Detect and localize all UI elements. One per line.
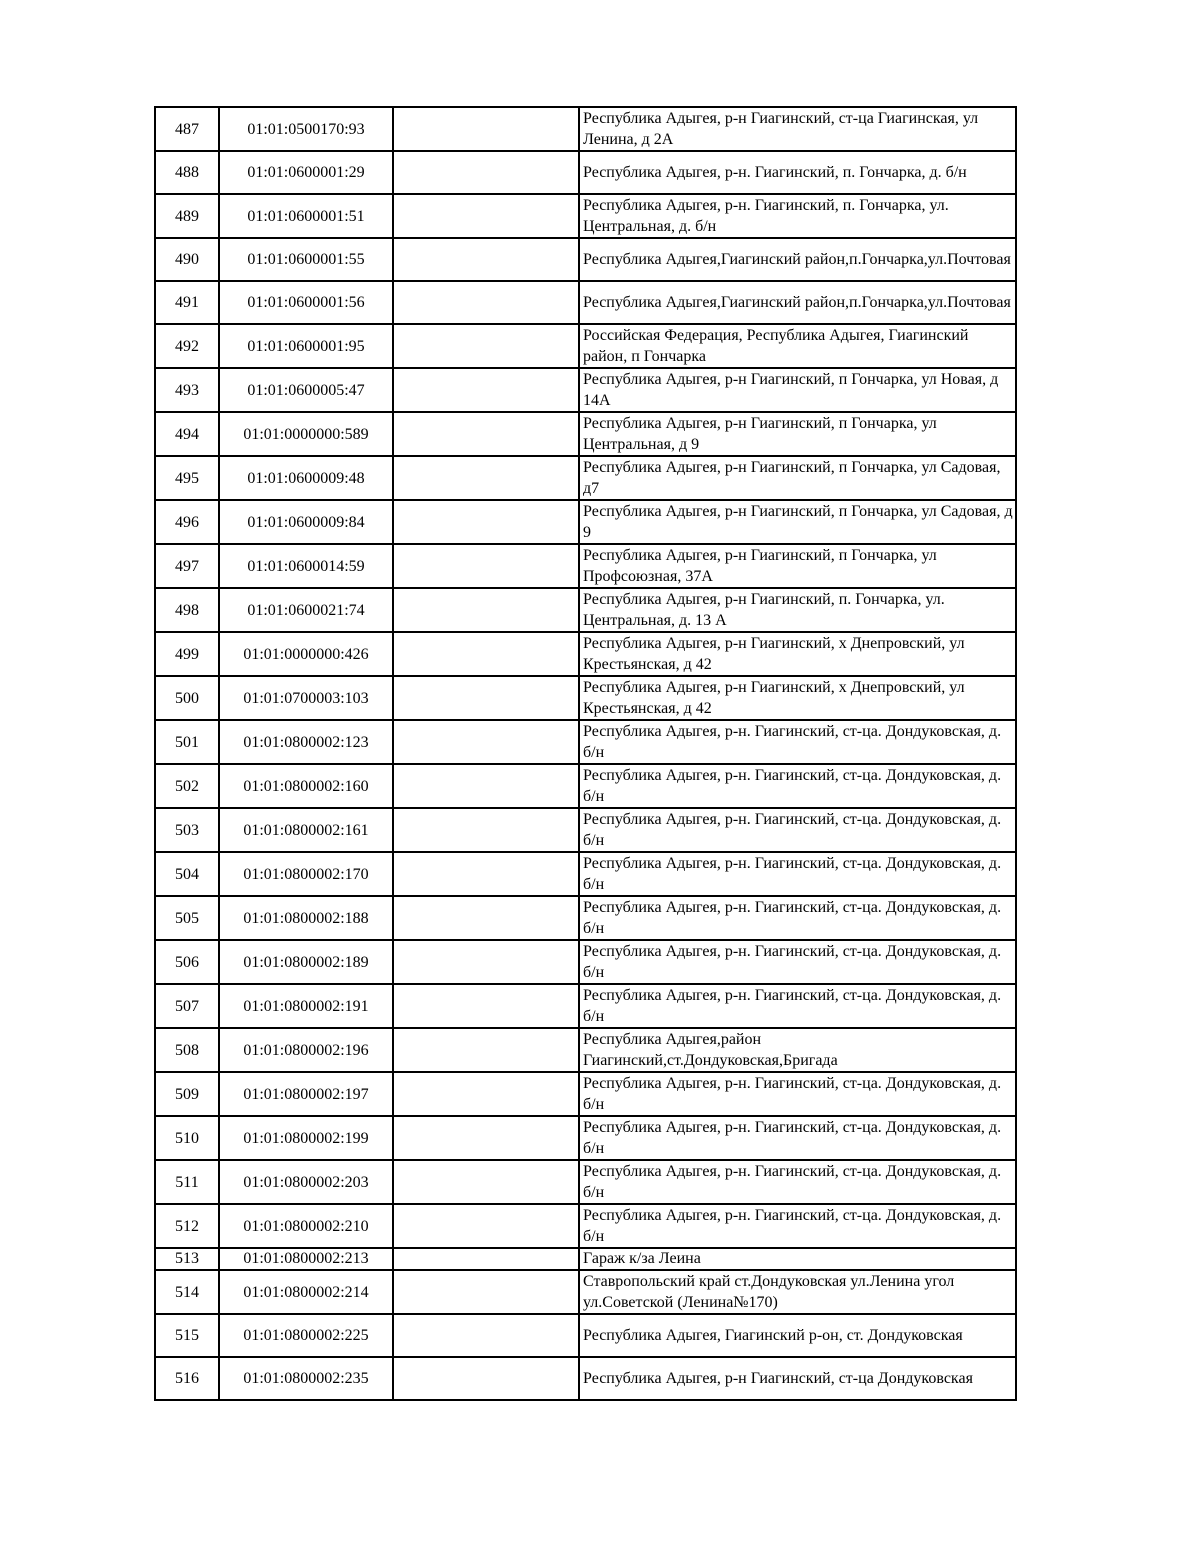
cadastral-number-cell: 01:01:0600014:59 <box>219 544 393 588</box>
cadastral-number-cell: 01:01:0800002:161 <box>219 808 393 852</box>
address-cell: Республика Адыгея, р-н. Гиагинский, ст-ца. Дондуковская, д. б/н <box>579 940 1016 984</box>
address-cell: Гараж к/за Леина <box>579 1248 1016 1270</box>
cadastral-number-cell: 01:01:0800002:213 <box>219 1248 393 1270</box>
table-row <box>155 281 1016 324</box>
empty-cell <box>393 324 579 368</box>
empty-cell <box>393 1116 579 1160</box>
row-number-cell: 490 <box>155 238 219 281</box>
cadastral-number-cell: 01:01:0600001:56 <box>219 281 393 324</box>
address-cell: Республика Адыгея, р-н. Гиагинский, п. Гончарка, ул. Центральная, д. б/н <box>579 194 1016 238</box>
empty-cell <box>393 1028 579 1072</box>
table-row <box>155 1248 1016 1270</box>
empty-cell <box>393 151 579 194</box>
empty-cell <box>393 588 579 632</box>
row-number-cell: 510 <box>155 1116 219 1160</box>
address-cell: Республика Адыгея, р-н. Гиагинский, ст-ца. Дондуковская, д. б/н <box>579 808 1016 852</box>
address-cell: Республика Адыгея, р-н. Гиагинский, ст-ца. Дондуковская, д. б/н <box>579 764 1016 808</box>
table-row <box>155 676 1016 720</box>
cadastral-number-cell: 01:01:0800002:196 <box>219 1028 393 1072</box>
cadastral-number-cell: 01:01:0800002:235 <box>219 1357 393 1400</box>
address-cell: Республика Адыгея, р-н. Гиагинский, ст-ца. Дондуковская, д. б/н <box>579 1204 1016 1248</box>
row-number-cell: 505 <box>155 896 219 940</box>
address-cell: Республика Адыгея, р-н. Гиагинский, ст-ца. Дондуковская, д. б/н <box>579 896 1016 940</box>
empty-cell <box>393 720 579 764</box>
cadastral-number-cell: 01:01:0800002:189 <box>219 940 393 984</box>
table-row <box>155 107 1016 151</box>
row-number-cell: 487 <box>155 107 219 151</box>
empty-cell <box>393 281 579 324</box>
row-number-cell: 508 <box>155 1028 219 1072</box>
empty-cell <box>393 852 579 896</box>
row-number-cell: 512 <box>155 1204 219 1248</box>
row-number-cell: 515 <box>155 1314 219 1357</box>
address-cell: Республика Адыгея, р-н Гиагинский, п Гончарка, ул Садовая, д7 <box>579 456 1016 500</box>
address-cell: Республика Адыгея, р-н. Гиагинский, п. Гончарка, д. б/н <box>579 151 1016 194</box>
cadastral-number-cell: 01:01:0800002:203 <box>219 1160 393 1204</box>
empty-cell <box>393 808 579 852</box>
table-row <box>155 194 1016 238</box>
row-number-cell: 509 <box>155 1072 219 1116</box>
cadastral-number-cell: 01:01:0800002:210 <box>219 1204 393 1248</box>
empty-cell <box>393 984 579 1028</box>
empty-cell <box>393 107 579 151</box>
row-number-cell: 495 <box>155 456 219 500</box>
row-number-cell: 516 <box>155 1357 219 1400</box>
table-row <box>155 720 1016 764</box>
table-row <box>155 238 1016 281</box>
address-cell: Республика Адыгея, р-н Гиагинский, п Гончарка, ул Центральная, д 9 <box>579 412 1016 456</box>
cadastral-number-cell: 01:01:0600001:51 <box>219 194 393 238</box>
cadastral-number-cell: 01:01:0000000:589 <box>219 412 393 456</box>
address-cell: Ставропольский край ст.Дондуковская ул.Ленина угол ул.Советской (Ленина№170) <box>579 1270 1016 1314</box>
empty-cell <box>393 1204 579 1248</box>
address-cell: Республика Адыгея, р-н Гиагинский, п. Гончарка, ул. Центральная, д. 13 А <box>579 588 1016 632</box>
row-number-cell: 498 <box>155 588 219 632</box>
row-number-cell: 494 <box>155 412 219 456</box>
table-row <box>155 808 1016 852</box>
address-cell: Республика Адыгея,район Гиагинский,ст.Дондуковская,Бригада <box>579 1028 1016 1072</box>
address-cell: Республика Адыгея, р-н Гиагинский, х Днепровский, ул Крестьянская, д 42 <box>579 632 1016 676</box>
table-row <box>155 1204 1016 1248</box>
address-cell: Республика Адыгея, р-н. Гиагинский, ст-ца. Дондуковская, д. б/н <box>579 1116 1016 1160</box>
row-number-cell: 507 <box>155 984 219 1028</box>
cadastral-number-cell: 01:01:0800002:160 <box>219 764 393 808</box>
cadastral-number-cell: 01:01:0600001:95 <box>219 324 393 368</box>
address-cell: Республика Адыгея, р-н Гиагинский, п Гончарка, ул Профсоюзная, 37А <box>579 544 1016 588</box>
table-row <box>155 456 1016 500</box>
empty-cell <box>393 1248 579 1270</box>
cadastral-number-cell: 01:01:0600021:74 <box>219 588 393 632</box>
property-table <box>154 106 1017 1401</box>
cadastral-number-cell: 01:01:0600001:29 <box>219 151 393 194</box>
cadastral-number-cell: 01:01:0800002:197 <box>219 1072 393 1116</box>
table-row <box>155 852 1016 896</box>
empty-cell <box>393 500 579 544</box>
cadastral-number-cell: 01:01:0500170:93 <box>219 107 393 151</box>
table-row <box>155 412 1016 456</box>
address-cell: Республика Адыгея, р-н Гиагинский, ст-ца Гиагинская, ул Ленина, д 2А <box>579 107 1016 151</box>
cadastral-number-cell: 01:01:0000000:426 <box>219 632 393 676</box>
address-cell: Республика Адыгея, р-н. Гиагинский, ст-ца. Дондуковская, д. б/н <box>579 1160 1016 1204</box>
cadastral-number-cell: 01:01:0800002:225 <box>219 1314 393 1357</box>
cadastral-number-cell: 01:01:0600005:47 <box>219 368 393 412</box>
table-row <box>155 1314 1016 1357</box>
cadastral-number-cell: 01:01:0600009:84 <box>219 500 393 544</box>
cadastral-number-cell: 01:01:0800002:123 <box>219 720 393 764</box>
row-number-cell: 499 <box>155 632 219 676</box>
empty-cell <box>393 1072 579 1116</box>
table-row <box>155 368 1016 412</box>
row-number-cell: 500 <box>155 676 219 720</box>
empty-cell <box>393 1160 579 1204</box>
cadastral-number-cell: 01:01:0800002:214 <box>219 1270 393 1314</box>
empty-cell <box>393 194 579 238</box>
empty-cell <box>393 238 579 281</box>
table-row <box>155 544 1016 588</box>
empty-cell <box>393 764 579 808</box>
table-row <box>155 1116 1016 1160</box>
row-number-cell: 504 <box>155 852 219 896</box>
empty-cell <box>393 456 579 500</box>
row-number-cell: 496 <box>155 500 219 544</box>
row-number-cell: 503 <box>155 808 219 852</box>
row-number-cell: 493 <box>155 368 219 412</box>
address-cell: Республика Адыгея, р-н Гиагинский, п Гончарка, ул Садовая, д 9 <box>579 500 1016 544</box>
empty-cell <box>393 412 579 456</box>
row-number-cell: 502 <box>155 764 219 808</box>
cadastral-number-cell: 01:01:0800002:199 <box>219 1116 393 1160</box>
empty-cell <box>393 632 579 676</box>
row-number-cell: 514 <box>155 1270 219 1314</box>
address-cell: Республика Адыгея,Гиагинский район,п.Гончарка,ул.Почтовая <box>579 281 1016 324</box>
empty-cell <box>393 1314 579 1357</box>
cadastral-number-cell: 01:01:0800002:170 <box>219 852 393 896</box>
address-cell: Республика Адыгея, р-н. Гиагинский, ст-ца. Дондуковская, д. б/н <box>579 1072 1016 1116</box>
row-number-cell: 497 <box>155 544 219 588</box>
cadastral-number-cell: 01:01:0700003:103 <box>219 676 393 720</box>
row-number-cell: 511 <box>155 1160 219 1204</box>
address-cell: Республика Адыгея, р-н. Гиагинский, ст-ца. Дондуковская, д. б/н <box>579 720 1016 764</box>
table-row <box>155 984 1016 1028</box>
row-number-cell: 506 <box>155 940 219 984</box>
table-row <box>155 764 1016 808</box>
empty-cell <box>393 1357 579 1400</box>
table-row <box>155 588 1016 632</box>
table-row <box>155 1028 1016 1072</box>
address-cell: Республика Адыгея,Гиагинский район,п.Гончарка,ул.Почтовая <box>579 238 1016 281</box>
row-number-cell: 501 <box>155 720 219 764</box>
table-row <box>155 1072 1016 1116</box>
table-row <box>155 1160 1016 1204</box>
table-row <box>155 940 1016 984</box>
row-number-cell: 492 <box>155 324 219 368</box>
empty-cell <box>393 676 579 720</box>
row-number-cell: 489 <box>155 194 219 238</box>
empty-cell <box>393 368 579 412</box>
address-cell: Республика Адыгея, Гиагинский р-он, ст. Дондуковская <box>579 1314 1016 1357</box>
empty-cell <box>393 544 579 588</box>
property-table-body <box>155 107 1016 1400</box>
address-cell: Республика Адыгея, р-н Гиагинский, х Днепровский, ул Крестьянская, д 42 <box>579 676 1016 720</box>
address-cell: Российская Федерация, Республика Адыгея, Гиагинский район, п Гончарка <box>579 324 1016 368</box>
table-row <box>155 1357 1016 1400</box>
empty-cell <box>393 940 579 984</box>
cadastral-number-cell: 01:01:0800002:191 <box>219 984 393 1028</box>
table-row <box>155 151 1016 194</box>
address-cell: Республика Адыгея, р-н. Гиагинский, ст-ца. Дондуковская, д. б/н <box>579 984 1016 1028</box>
row-number-cell: 513 <box>155 1248 219 1270</box>
empty-cell <box>393 896 579 940</box>
address-cell: Республика Адыгея, р-н. Гиагинский, ст-ца. Дондуковская, д. б/н <box>579 852 1016 896</box>
address-cell: Республика Адыгея, р-н Гиагинский, п Гончарка, ул Новая, д 14А <box>579 368 1016 412</box>
cadastral-number-cell: 01:01:0600009:48 <box>219 456 393 500</box>
table-row <box>155 1270 1016 1314</box>
empty-cell <box>393 1270 579 1314</box>
cadastral-number-cell: 01:01:0600001:55 <box>219 238 393 281</box>
address-cell: Республика Адыгея, р-н Гиагинский, ст-ца Дондуковская <box>579 1357 1016 1400</box>
table-row <box>155 500 1016 544</box>
cadastral-number-cell: 01:01:0800002:188 <box>219 896 393 940</box>
row-number-cell: 491 <box>155 281 219 324</box>
row-number-cell: 488 <box>155 151 219 194</box>
table-row <box>155 632 1016 676</box>
table-row <box>155 324 1016 368</box>
table-row <box>155 896 1016 940</box>
